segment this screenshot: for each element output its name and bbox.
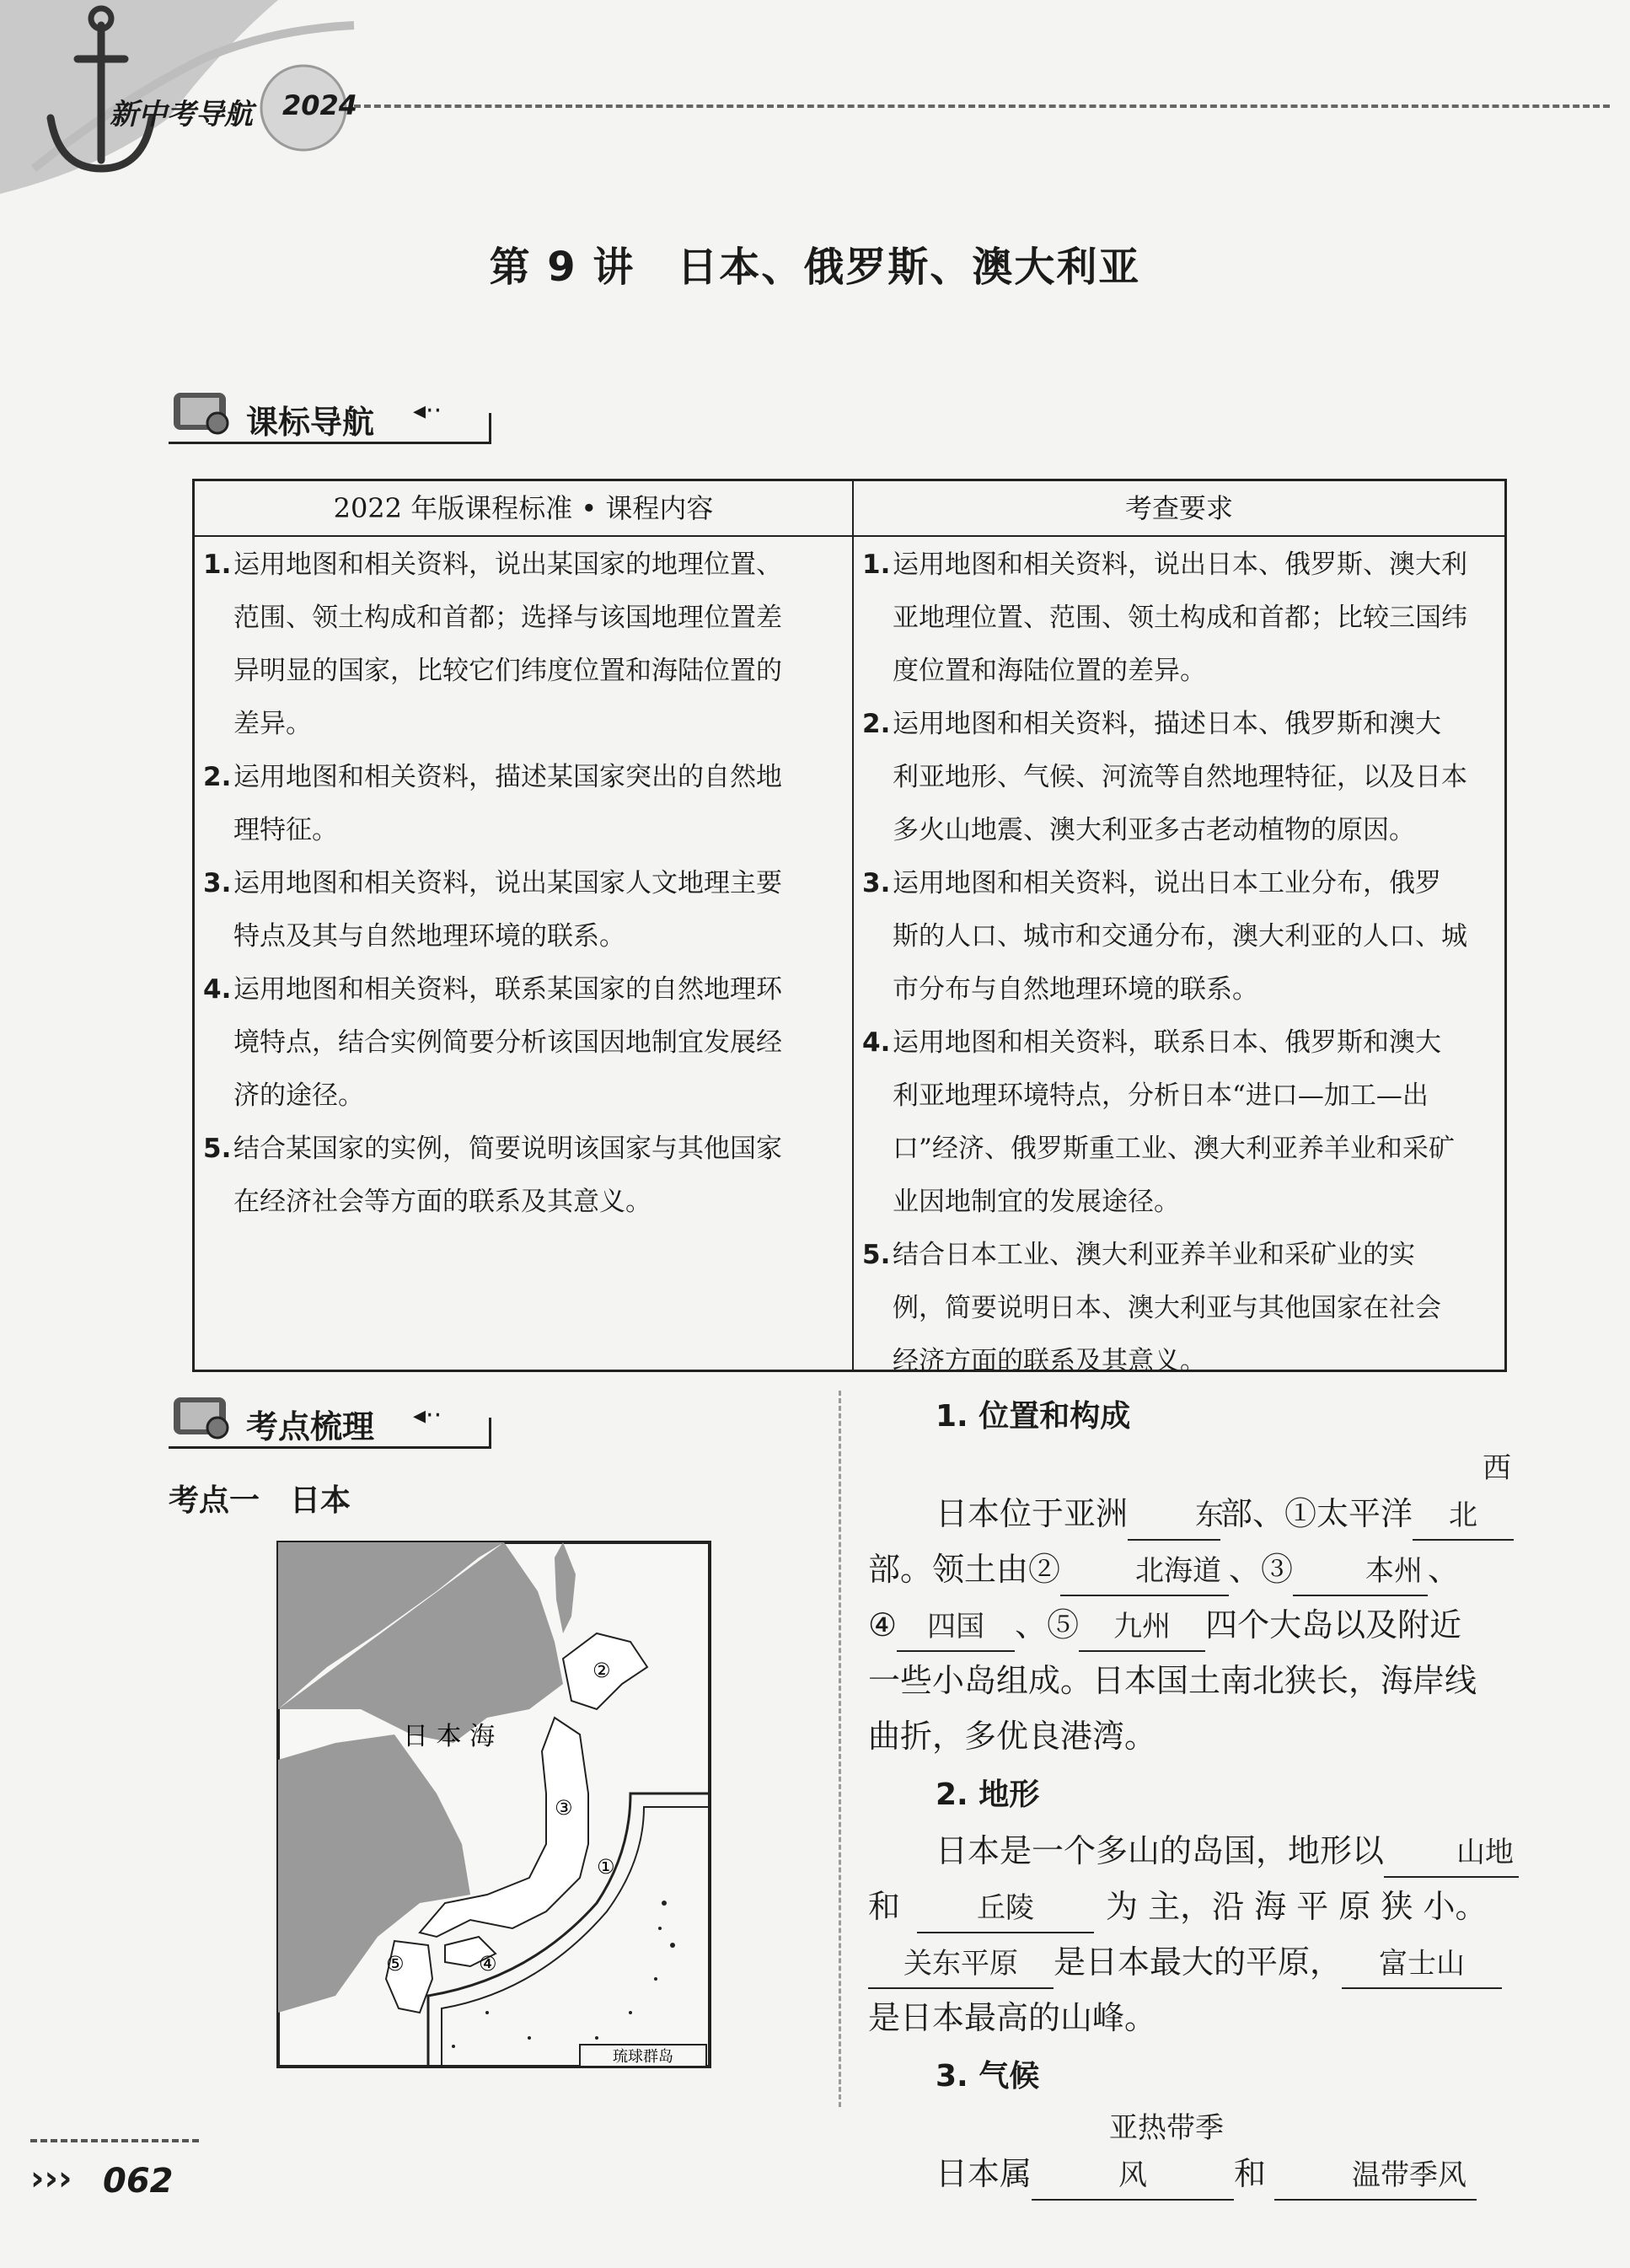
inset-label: 琉球群岛 xyxy=(613,2048,673,2066)
item-line: 运用地图和相关资料，说出某国家的地理位置、 xyxy=(233,550,782,580)
text: 和 xyxy=(868,1888,901,1925)
text: 日本是一个多山的岛国，地形以 xyxy=(936,1832,1385,1869)
text: 为 主，沿 海 平 原 狭 小。 xyxy=(1106,1888,1488,1925)
item-line: 境特点，结合实例简要分析该国因地制宜发展经 xyxy=(233,1027,782,1058)
item-number: 5. xyxy=(203,1134,232,1164)
item-number: 4. xyxy=(862,1027,891,1058)
item-number: 3. xyxy=(203,868,232,898)
table-header-standards: 2022 年版课程标准 • 课程内容 xyxy=(195,481,852,537)
answer-hokkaido: 北海道 xyxy=(1060,1547,1229,1596)
item-line: 业因地制宜的发展途径。 xyxy=(893,1187,1180,1217)
item-number: 1. xyxy=(203,550,232,580)
arrow-left-icon: ◂·· xyxy=(413,396,442,426)
list-item xyxy=(862,698,1499,857)
item-number: 5. xyxy=(862,1240,891,1270)
text: 日本属 xyxy=(936,2155,1032,2192)
header-dashed-rule xyxy=(354,105,1610,108)
right-column xyxy=(868,1389,1534,2201)
para-climate xyxy=(868,2104,1534,2201)
text: 曲折，多优良港湾。 xyxy=(868,1718,1157,1755)
map-marker-5: ⑤ xyxy=(386,1952,405,1976)
item-line: 利亚地理环境特点，分析日本“进口—加工—出 xyxy=(893,1080,1429,1111)
page-number: 062 xyxy=(103,2162,174,2201)
item-number: 2. xyxy=(203,762,232,792)
text: 一些小岛组成。日本国土南北狭长，海岸线 xyxy=(868,1662,1477,1699)
header-brand: 新中考导航 xyxy=(110,98,253,131)
text: 、⑤ xyxy=(1015,1606,1080,1643)
arrow-left-icon: ◂·· xyxy=(413,1401,442,1430)
standards-list xyxy=(203,539,844,1229)
item-number: 1. xyxy=(862,550,891,580)
item-line: 利亚地形、气候、河流等自然地理特征，以及日本 xyxy=(893,762,1467,792)
item-line: 运用地图和相关资料，描述日本、俄罗斯和澳大 xyxy=(893,709,1441,739)
curriculum-table xyxy=(192,479,1507,1376)
answer-shikoku: 四国 xyxy=(897,1603,1015,1652)
text: 、③ xyxy=(1229,1551,1294,1588)
answer-kanto-plain: 关东平原 xyxy=(868,1940,1054,1989)
item-line: 运用地图和相关资料，说出某国家人文地理主要 xyxy=(233,868,782,898)
item-line: 例，简要说明日本、澳大利亚与其他国家在社会 xyxy=(893,1293,1441,1323)
list-item xyxy=(862,857,1499,1016)
list-item xyxy=(862,1229,1499,1388)
heading-terrain: 2. 地形 xyxy=(936,1777,1040,1812)
para-location xyxy=(868,1445,1534,1597)
item-line: 特点及其与自然地理环境的联系。 xyxy=(233,921,625,952)
item-line: 范围、领土构成和首都；选择与该国地理位置差 xyxy=(233,603,782,633)
chevrons-icon: ››› xyxy=(30,2159,72,2198)
item-line: 运用地图和相关资料，说出日本、俄罗斯、澳大利 xyxy=(893,550,1467,580)
text: 四个大岛以及附近 xyxy=(1205,1606,1462,1643)
answer-mount-fuji: 富士山 xyxy=(1342,1940,1502,1989)
item-line: 斯的人口、城市和交通分布，澳大利亚的人口、城 xyxy=(893,921,1467,952)
item-line: 运用地图和相关资料，联系日本、俄罗斯和澳大 xyxy=(893,1027,1441,1058)
section-heading-keypoints: 考点梳理 xyxy=(246,1408,375,1445)
list-item xyxy=(203,539,844,751)
keypoint-subheading: 考点一 日本 xyxy=(169,1483,351,1518)
section-underline xyxy=(169,1418,491,1449)
map-marker-3: ③ xyxy=(555,1796,573,1820)
requirements-list xyxy=(862,539,1499,1388)
text: 是日本最大的平原， xyxy=(1054,1944,1343,1981)
item-line: 理特征。 xyxy=(233,815,338,845)
answer-temperate-monsoon: 温带季风 xyxy=(1274,2152,1477,2201)
header-year: 2024 xyxy=(282,89,358,121)
japan-map xyxy=(276,1541,711,2068)
heading-location: 1. 位置和构成 xyxy=(936,1399,1131,1434)
list-item xyxy=(862,1016,1499,1229)
list-item xyxy=(203,857,844,963)
item-line: 在经济社会等方面的联系及其意义。 xyxy=(233,1187,651,1217)
list-item xyxy=(203,963,844,1123)
item-line: 济的途径。 xyxy=(233,1080,364,1111)
item-number: 4. xyxy=(203,974,232,1005)
section-heading-curriculum: 课标导航 xyxy=(246,404,375,441)
item-number: 2. xyxy=(862,709,891,739)
list-item xyxy=(203,751,844,857)
item-line: 差异。 xyxy=(233,709,312,739)
item-line: 经济方面的联系及其意义。 xyxy=(893,1346,1206,1376)
text: ④ xyxy=(868,1606,898,1643)
item-line: 市分布与自然地理环境的联系。 xyxy=(893,974,1258,1005)
text: 、 xyxy=(1428,1551,1461,1588)
page-title: 第 9 讲 日本、俄罗斯、澳大利亚 xyxy=(489,244,1141,291)
item-number: 3. xyxy=(862,868,891,898)
text: 部、①太平洋 xyxy=(1220,1495,1413,1532)
item-line: 亚地理位置、范围、领土构成和首都；比较三国纬 xyxy=(893,603,1467,633)
item-line: 结合某国家的实例，简要说明该国家与其他国家 xyxy=(233,1134,782,1164)
text: 日本位于亚洲 xyxy=(936,1495,1129,1532)
map-marker-2: ② xyxy=(592,1659,611,1682)
map-marker-1: ① xyxy=(597,1855,615,1879)
section-underline xyxy=(169,413,491,444)
item-line: 度位置和海陆位置的差异。 xyxy=(893,656,1206,686)
list-item xyxy=(203,1123,844,1229)
text: 部。领土由② xyxy=(868,1551,1061,1588)
text: 是日本最高的山峰。 xyxy=(868,1999,1157,2036)
answer-subtropical-monsoon: 亚热带季风 xyxy=(1032,2104,1234,2201)
item-line: 异明显的国家，比较它们纬度位置和海陆位置的 xyxy=(233,656,782,686)
answer-hills: 丘陵 xyxy=(917,1885,1094,1933)
answer-east: 东 xyxy=(1128,1492,1220,1541)
item-line: 运用地图和相关资料，联系某国家的自然地理环 xyxy=(233,974,782,1005)
table-column-divider xyxy=(852,481,854,1370)
footer-dashed-rule xyxy=(30,2139,199,2142)
answer-honshu: 本州 xyxy=(1293,1547,1428,1596)
text: 和 xyxy=(1234,2155,1267,2192)
para-terrain-cont xyxy=(868,1879,1534,2045)
answer-mountains: 山地 xyxy=(1384,1829,1519,1878)
item-line: 运用地图和相关资料，说出日本工业分布，俄罗 xyxy=(893,868,1441,898)
list-item xyxy=(862,539,1499,698)
map-marker-4: ④ xyxy=(479,1952,497,1976)
sea-label: 日 本 海 xyxy=(403,1722,496,1751)
table-header-requirements: 考查要求 xyxy=(854,481,1504,537)
answer-northwest: 西北 xyxy=(1413,1445,1514,1541)
item-line: 运用地图和相关资料，描述某国家突出的自然地 xyxy=(233,762,782,792)
item-line: 口”经济、俄罗斯重工业、澳大利亚养羊业和采矿 xyxy=(893,1134,1455,1164)
column-divider xyxy=(839,1391,841,2107)
item-line: 多火山地震、澳大利亚多古老动植物的原因。 xyxy=(893,815,1415,845)
item-line: 结合日本工业、澳大利亚养羊业和采矿业的实 xyxy=(893,1240,1415,1270)
para-location-cont xyxy=(868,1597,1534,1764)
answer-kyushu: 九州 xyxy=(1079,1603,1205,1652)
heading-climate: 3. 气候 xyxy=(936,2059,1040,2094)
para-terrain xyxy=(868,1823,1534,1879)
